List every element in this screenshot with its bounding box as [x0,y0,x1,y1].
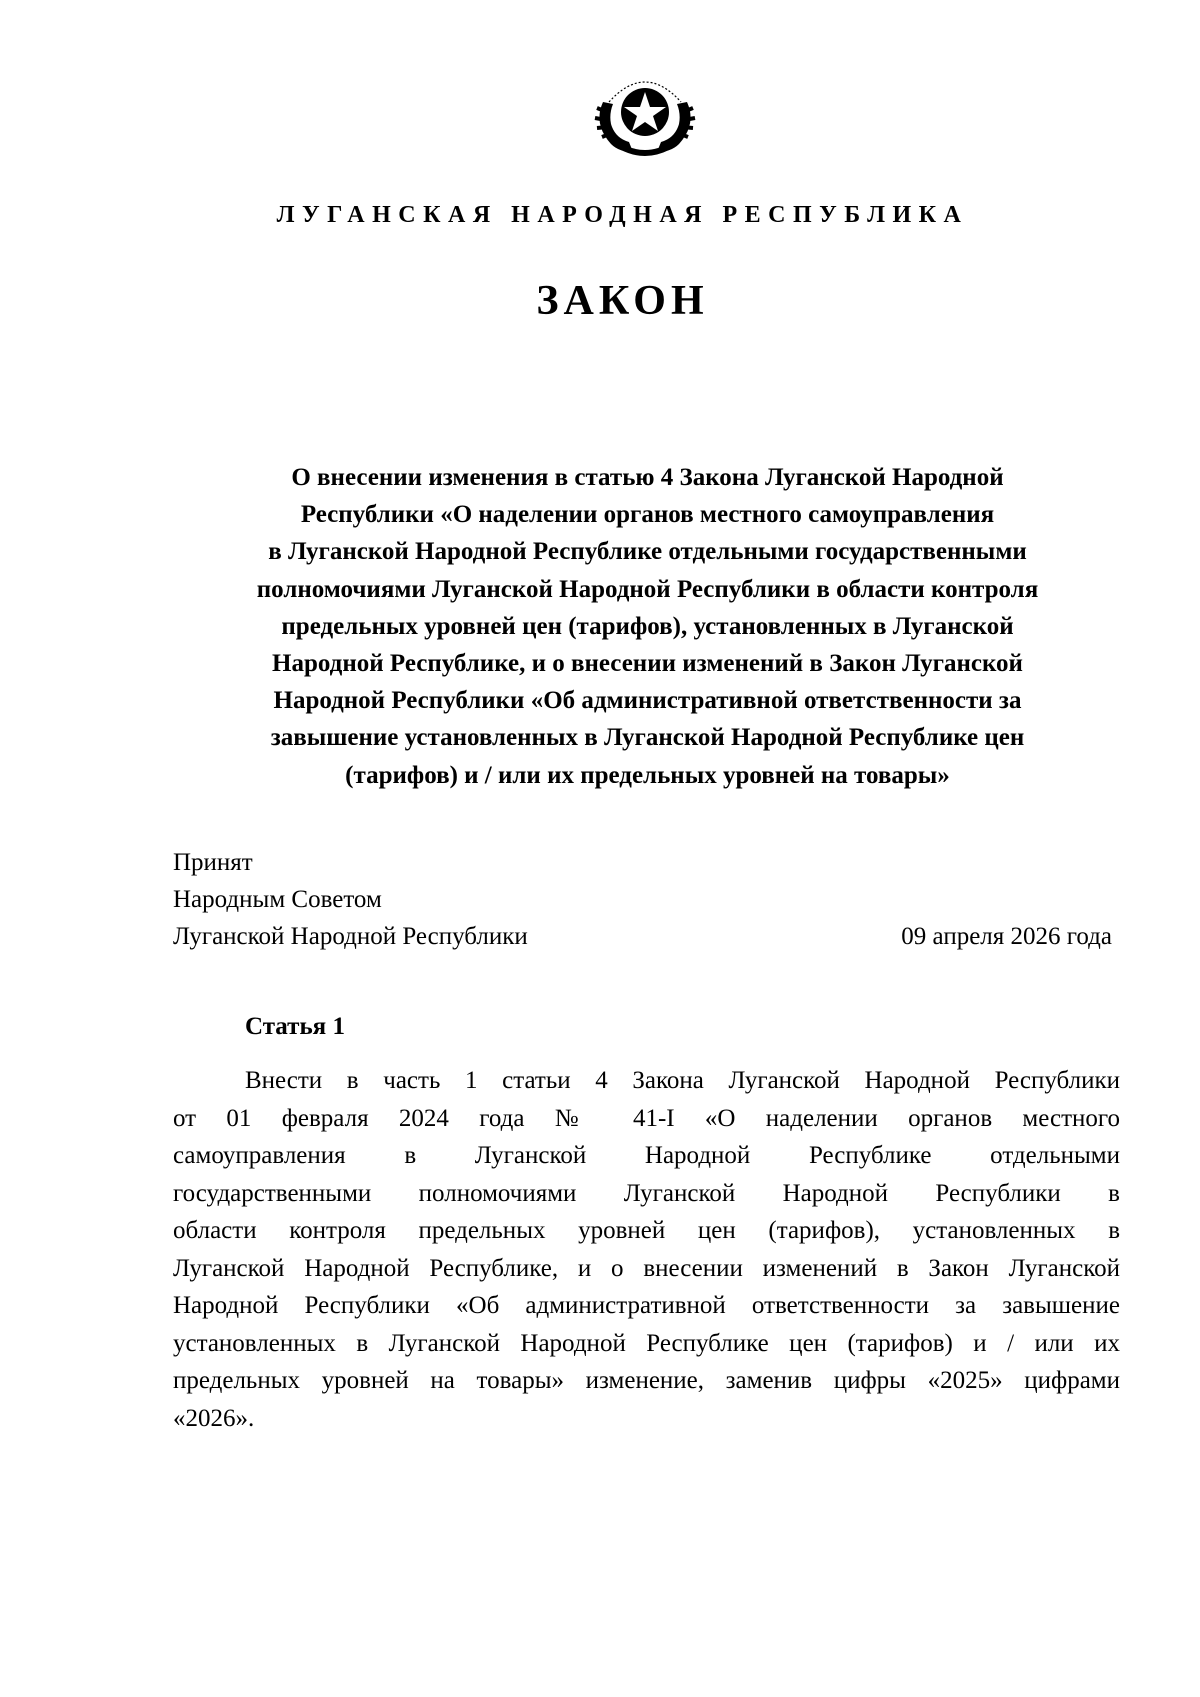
adoption-line: Луганской Народной Республики [173,923,528,950]
law-title-line: Народной Республике, и о внесении изменений в Закон Луганской [272,650,1023,678]
law-title-line: О внесении изменения в статью 4 Закона Луганской Народной [291,464,1004,491]
law-title-line: предельных уровней цен (тарифов), установленных в Луганской [281,612,1014,640]
article-line: области контроля предельных уровней цен (тарифов), установленных в [173,1217,1120,1244]
article-line: Внести в часть 1 статьи 4 Закона Луганской Народной Республики [245,1067,1120,1094]
document-type: ЗАКОН [536,278,709,324]
law-title-line: в Луганской Народной Республике отдельными государственными [268,538,1027,566]
law-title [175,459,1120,794]
article-line: установленных в Луганской Народной Республике цен (тарифов) и / или их [173,1329,1120,1357]
law-title-line: полномочиями Луганской Народной Республики в области контроля [256,575,1039,603]
article-line: предельных уровней на товары» изменение, заменив цифры «2025» цифрами [173,1367,1120,1394]
article-line: Народной Республики «Об административной ответственности за завышение [173,1292,1120,1319]
republic-name: ЛУГАНСКАЯ НАРОДНАЯ РЕСПУБЛИКА [276,202,969,228]
article-line: государственными полномочиями Луганской Народной Республики в [173,1179,1120,1207]
article-line: «2026». [173,1404,255,1432]
article-body [173,1062,1120,1437]
adoption-line: Народным Советом [173,886,382,913]
adoption-line: Принят [173,849,253,876]
law-title-line: (тарифов) и / или их предельных уровней на товары» [345,761,950,789]
article-heading: Статья 1 [245,1013,345,1040]
article-line: от 01 февраля 2024 года № 41-I «О наделении органов местного [173,1104,1120,1132]
article-line: Луганской Народной Республике, и о внесении изменений в Закон Луганской [173,1254,1120,1282]
adoption-date: 09 апреля 2026 года [901,923,1112,950]
article-line: самоуправления в Луганской Народной Республике отдельными [173,1142,1120,1169]
coat-of-arms-emblem-icon [589,62,701,158]
law-title-line: завышение установленных в Луганской Народной Республике цен [270,724,1025,752]
adoption-block [173,844,1120,955]
law-title-line: Народной Республики «Об административной ответственности за [273,687,1022,715]
law-title-line: Республики «О наделении органов местного самоуправления [300,501,995,529]
